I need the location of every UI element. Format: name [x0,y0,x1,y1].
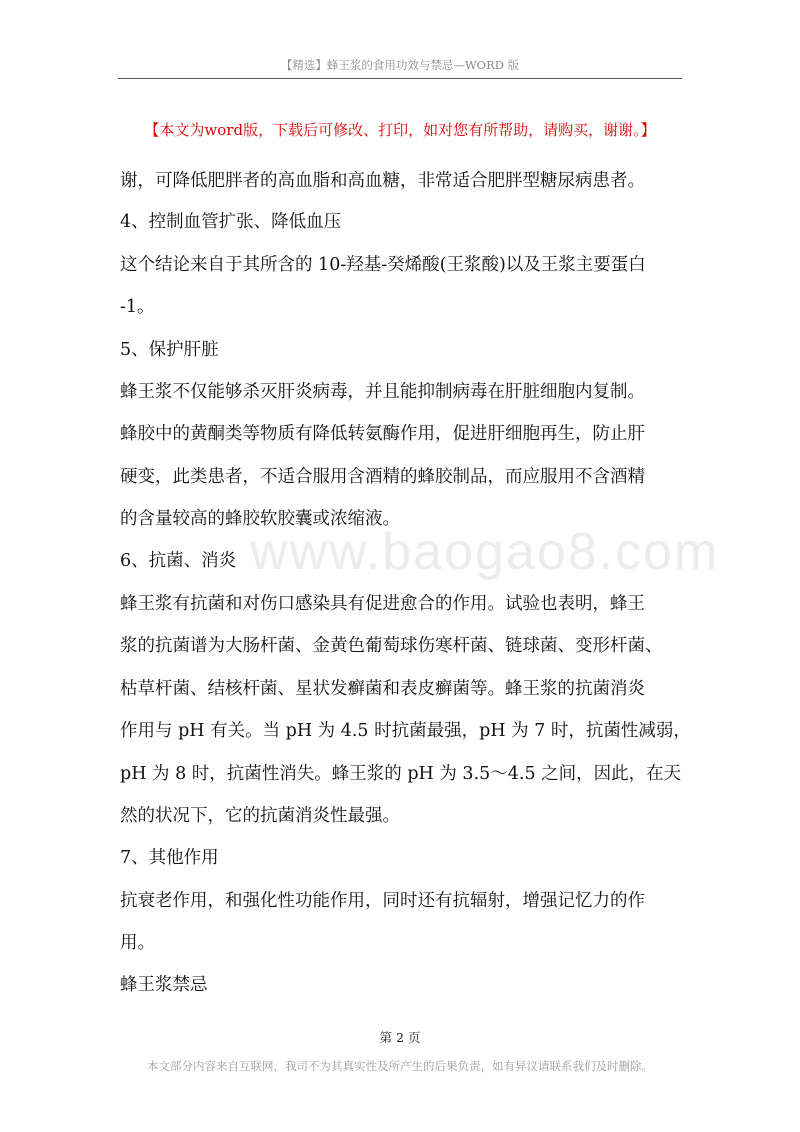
section-heading: 蜂王浆禁忌 [120,975,208,995]
footer-disclaimer: 本文部分内容来自互联网，我司不为其真实性及所产生的后果负责，如有异议请联系我们及时删除。 [147,1059,653,1073]
text-line: pH 为 8 时，抗菌性消失。蜂王浆的 pH 为 3.5～4.5 之间，因此，在天 [120,764,682,784]
text-line: 枯草杆菌、结核杆菌、星状发癣菌和表皮癣菌等。蜂王浆的抗菌消炎 [120,679,645,699]
page-number: 第 2 页 [379,1030,421,1045]
text-line: 抗衰老作用，和强化性功能作用，同时还有抗辐射，增强记忆力的作 [120,891,645,911]
section-heading: 7、其他作用 [120,848,219,868]
text-line: 蜂胶中的黄酮类等物质有降低转氨酶作用，促进肝细胞再生，防止肝 [120,424,645,444]
text-line: 浆的抗菌谱为大肠杆菌、金黄色葡萄球伤寒杆菌、链球菌、变形杆菌、 [120,636,663,656]
text-line: 蜂王浆不仅能够杀灭肝炎病毒，并且能抑制病毒在肝脏细胞内复制。 [120,382,645,402]
text-line: 的含量较高的蜂胶软胶囊或浓缩液。 [120,509,400,529]
text-line: 蜂王浆有抗菌和对伤口感染具有促进愈合的作用。试验也表明，蜂王 [120,594,645,614]
text-line: 用。 [120,933,155,953]
text-line: 谢，可降低肥胖者的高血脂和高血糖，非常适合肥胖型糖尿病患者。 [120,171,645,191]
header-divider [118,78,682,79]
section-heading: 5、保护肝脏 [120,340,219,360]
text-line: 然的状况下，它的抗菌消炎性最强。 [120,806,400,826]
section-heading: 4、控制血管扩张、降低血压 [120,212,342,232]
text-line: 作用与 pH 有关。当 pH 为 4.5 时抗菌最强，pH 为 7 时，抗菌性减弱， [120,721,691,741]
watermark: www.baogao8.com [250,523,720,581]
text-line: 硬变，此类患者，不适合服用含酒精的蜂胶制品，而应服用不含酒精 [120,467,645,487]
header-title: 【精选】蜂王浆的食用功效与禁忌—WORD 版 [280,58,520,72]
text-line: 这个结论来自于其所含的 10-羟基-癸烯酸(王浆酸)以及王浆主要蛋白 [120,255,646,275]
text-line: -1。 [120,297,155,317]
section-heading: 6、抗菌、消炎 [120,551,237,571]
download-notice: 【本文为word版，下载后可修改、打印，如对您有所帮助，请购买，谢谢。】 [144,121,656,139]
